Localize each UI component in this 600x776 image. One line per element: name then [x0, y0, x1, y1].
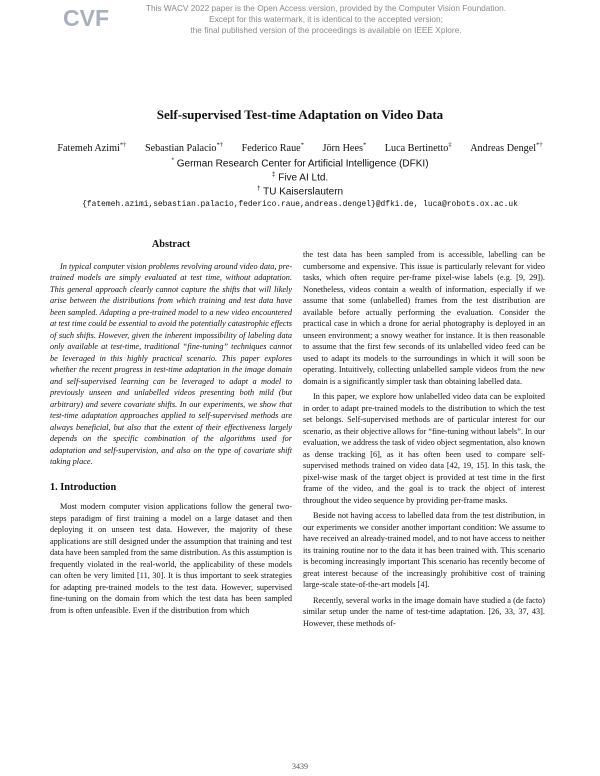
author: Luca Bertinetto‡: [384, 142, 452, 155]
watermark-line: This WACV 2022 paper is the Open Access version, provided by the Computer Vision Foundation.: [145, 3, 507, 13]
paragraph: Recently, several works in the image domain have studied a (de facto) similar setup under the name of test-time adaptation. [26, 33, 37, 43]. However, these methods of-: [303, 595, 545, 628]
author: Federico Raue*: [241, 142, 304, 155]
author: Sebastian Palacio*†: [144, 142, 224, 155]
paragraph: Most modern computer vision applications follow the general two-steps paradigm of first training a model on a large dataset and then deploying it on unseen test data. However, the majority of these applications are still designed under the assumption that training and test data have been sampled from the same distribution. As this assumption is frequently violated in the real-world, the applicability of these models can often be very limited [11, 30]. It is thus important to seek strategies for adapting pre-trained models to the test data. However, supervised fine-tuning on the domain from which the test data has been sampled from is often unfeasible. Even if the distribution from which: [50, 502, 292, 615]
page-number: 3439: [292, 762, 308, 771]
watermark-line: the final published version of the proceedings is available on IEEE Xplore.: [190, 25, 462, 35]
right-column: [303, 249, 545, 629]
left-column: [50, 233, 292, 616]
author-emails: {fatemeh.azimi,sebastian.palacio,federico.raue,andreas.dengel}@dfki.de, luca@robots.ox.ac.uk: [82, 200, 518, 209]
introduction-heading: 1. Introduction: [50, 481, 117, 493]
paragraph: the test data has been sampled from is accessible, labelling can be cumbersome and expensive. This issue is particularly relevant for video tasks, which often require per-frame pixel-wise labels (e.g. [9, 29]). Nonetheless, videos contain a wealth of information, especially if we assume that some (unlabelled) frames from the test distribution are available before actually performing the evaluation. Consider the practical case in which a drone for aerial photography is deployed in an unseen environment; a snowy weather for instance. It is then reasonable to assume that the first few seconds of its unlabelled video feed can be used to adapt its models to the surroundings in which it will soon be operating. Intuitively, collecting unlabelled sample videos from the new domain is a significantly simpler task than obtaining labelled data.: [303, 250, 545, 386]
author: Andreas Dengel*†: [470, 142, 543, 155]
abstract-text: In typical computer vision problems revolving around video data, pre-trained models are simply evaluated at test time, without adaptation. This general approach clearly cannot capture the shifts that will likely arise between the distributions from which training and test data have been sampled. Adapting a pre-trained model to a new video encountered at test time could be essential to avoid the potentially catastrophic effects of such shifts. However, given the inherent impossibility of labeling data only available at test-time, traditional “fine-tuning” techniques cannot be leveraged in this highly practical scenario. This paper explores whether the recent progress in test-time adaptation in the image domain and self-supervised learning can be leveraged to adapt a model to previously unseen and unlabelled videos presenting both mild (but arbitrary) and severe covariate shifts. In our experiments, we show that test-time adaptation approaches applied to self-supervised methods are always beneficial, but also that the extent of their effectiveness largely depends on the specific combination of the algorithms used for adaptation and self-supervision, and also on the type of covariate shift taking place.: [50, 261, 292, 466]
author-list: [0, 142, 600, 154]
open-access-watermark: [126, 3, 526, 36]
cvf-logo-text: CVF: [63, 5, 109, 31]
author: Jörn Hees*: [322, 142, 367, 155]
author: Fatemeh Azimi*†: [57, 142, 127, 155]
affiliation: * German Research Center for Artificial Intelligence (DFKI): [171, 157, 429, 170]
affiliation: ‡ Five AI Ltd.: [271, 171, 329, 184]
paragraph: In this paper, we explore how unlabelled video data can be exploited in order to adapt pre-trained models to the distribution to which the test set belongs. Self-supervised methods are of particular interest for our scenario, as their objective allows for “fine-tuning without labels”. In our evaluation, we address the task of video object segmentation, also known as dense tracking [6], as it has often been used to compare self-supervised methods trained on video data [42, 19, 15]. In this task, the pixel-wise mask of the target object is provided at test time in the first frame of the video, and the goal is to track the object of interest throughout the video sequence by providing per-frame masks.: [303, 392, 545, 505]
abstract-heading: Abstract: [151, 239, 191, 250]
watermark-line: Except for this watermark, it is identical to the accepted version;: [209, 14, 443, 24]
paper-title: Self-supervised Test-time Adaptation on Video Data: [156, 107, 444, 122]
affiliation: † TU Kaiserslautern: [256, 185, 344, 198]
cvf-logo: [62, 4, 109, 31]
paragraph: Beside not having access to labelled data from the test distribution, in our experiments we consider another important condition: We assume to have received an already-trained model, and to not have access to neither its training routine nor to the data it has been trained with. This scenario is becoming increasingly important This scenario has recently become of great interest because of the increasingly prohibitive cost of training large-scale state-of-the-art models [4].: [303, 511, 545, 589]
